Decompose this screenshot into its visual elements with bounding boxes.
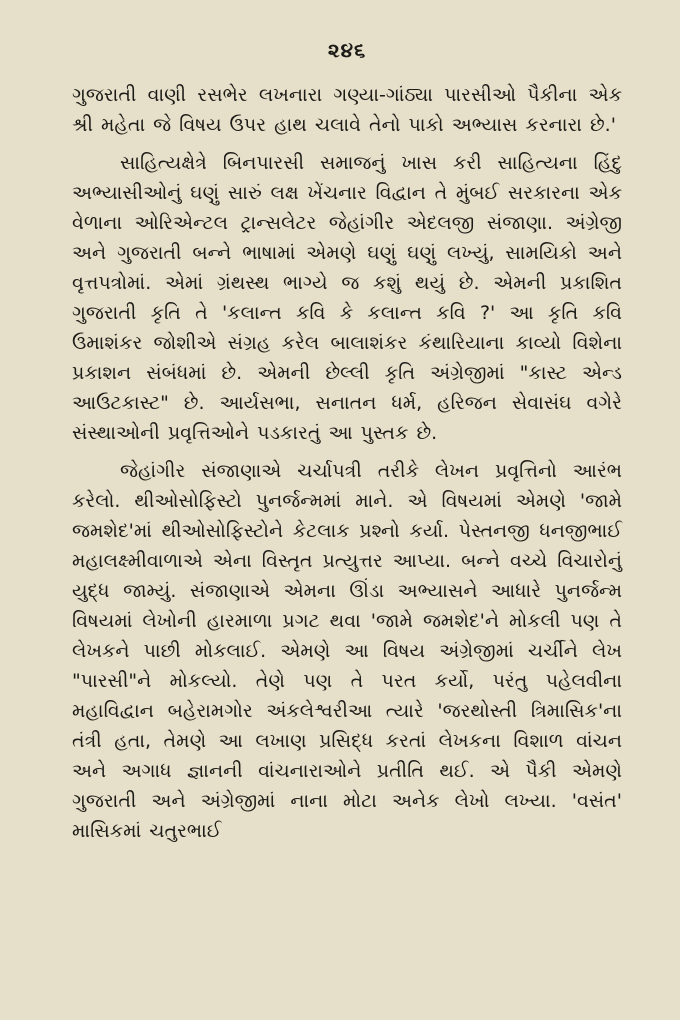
paragraph-2: સાહિત્યક્ષેત્રે બિનપારસી સમાજનું ખાસ કરી સાહિત્યના હિંદુ અભ્યાસીઓનું ઘણું સારું લક્ષ ખેંચનાર વિદ્વાન તે મુંબઈ સરકારના એક વેળાના ઓરિએન્ટલ ટ્રાન્સલેટર જેહાંગીર એદલજી સંજાણા. અંગ્રેજી અને ગુજરાતી બન્ને ભાષામાં એમણે ઘણું ઘણું લખ્યું, સામયિકો અને વૃત્તપત્રોમાં. એમાં ગ્રંથસ્થ ભાગ્યે જ કશું થયું છે. એમની પ્રકાશિત ગુજરાતી કૃતિ તે 'કલાન્ત કવિ કે કલાન્ત કવિ ?' આ કૃતિ કવિ ઉમાશંકર જોશીએ સંગ્રહ કરેલ બાલાશંકર કંથારિયાના કાવ્યો વિશેના પ્રકાશન સંબંધમાં છે. એમની છેલ્લી કૃતિ અંગ્રેજીમાં "કાસ્ટ એન્ડ આઉટકાસ્ટ" છે. આર્યસભા, સનાતન ધર્મ, હરિજન સેવાસંઘ વગેરે સંસ્થાઓની પ્રવૃત્તિઓને પડકારતું આ પુસ્તક છે. <box>72 152 622 444</box>
paragraph-1: ગુજરાતી વાણી રસભેર લખનારા ગણ્યા-ગાંઠ્યા પારસીઓ પૈકીના એક શ્રી મહેતા જે વિષય ઉપર હાથ ચલાવે તેનો પાકો અભ્યાસ કરનારા છે.' <box>72 84 622 136</box>
paragraph-3: જેહાંગીર સંજાણાએ ચર્ચાપત્રી તરીકે લેખન પ્રવૃત્તિનો આરંભ કરેલો. થીઓસોફિસ્ટો પુનર્જન્મમાં માને. એ વિષયમાં એમણે 'જામે જમશેદ'માં થીઓસોફિસ્ટોને કેટલાક પ્રશ્નો કર્યા. પેસ્તનજી ધનજીભાઈ મહાલક્ષ્મીવાળાએ એના વિસ્તૃત પ્રત્યુત્તર આપ્યા. બન્ને વચ્ચે વિચારોનું યુદ્ધ જામ્યું. સંજાણાએ એમના ઊંડા અભ્યાસને આધારે પુનર્જન્મ વિષયમાં લેખોની હારમાળા પ્રગટ થવા 'જામે જમશેદ'ને મોકલી પણ તે લેખકને પાછી મોકલાઈ. એમણે આ વિષય અંગ્રેજીમાં ચર્ચીને લેખ "પારસી"ને મોકલ્યો. તેણે પણ તે પરત કર્યો, પરંતુ પહેલવીના મહાવિદ્વાન બહેરામગોર અંકલેશ્વરીઆ ત્યારે 'જરથોસ્તી ત્રિમાસિક'ના તંત્રી હતા, તેમણે આ લખાણ પ્રસિદ્ધ કરતાં લેખકના વિશાળ વાંચન અને અગાધ જ્ઞાનની વાંચનારાઓને પ્રતીતિ થઈ. એ પૈકી એમણે ગુજરાતી અને અંગ્રેજીમાં નાના મોટા અનેક લેખો લખ્યા. 'વસંત' માસિકમાં ચતુરભાઈ <box>72 460 622 842</box>
page-number: ૨૪૬ <box>327 38 367 62</box>
